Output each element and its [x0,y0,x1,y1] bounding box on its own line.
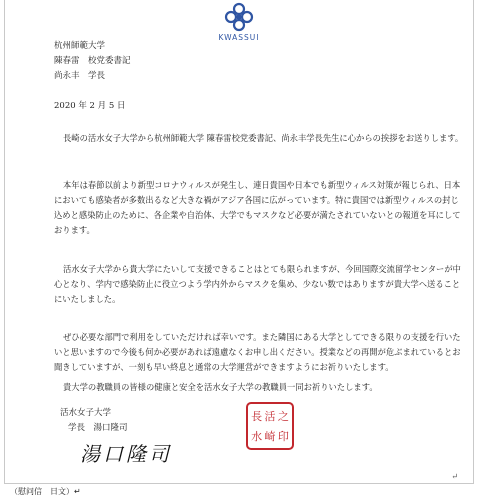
letter-date: 2020 年 2 月 5 日 [54,101,126,111]
seal-char: 印 [277,429,289,443]
university-logo [208,2,270,42]
paragraph-request: ぜひ必要な部門で利用をしていただければ幸いです。また隣国にある大学としてできる限りの支援を行いたいと思いますので今後も何か必要があれば遠慮なくお申し出ください。授業などの再開が危ぶまれているとお聞きしていますが、一刻も早い終息と通常の大学運営ができますようにお祈りいたします。 [54,332,461,372]
paragraph-situation: 本年は春節以前より新型コロナウィルスが発生し、連日貴国や日本でも新型ウィルス対策が報じられ、日本においても感染者が多数出るなど大きな禍がアジア各国に広がっています。特に貴国では新型ウィルスの封じ込めと感染防止のために、各企業や自治体、大学でもマスクなど必要が満たされていないとの報道を耳にしております。 [54,180,461,235]
sender-org: 活水女子大学 [60,408,112,418]
seal-char: 崎 [264,429,276,443]
paragraph-greeting: 長崎の活水女子大学から杭州師範大学 陳春雷校党委書記、尚永丰学長先生に心からの挨拶をお送りします。 [63,133,464,143]
paragraph-closing: 貴大学の教職員の皆様の健康と安全を活水女子大学の教職員一同お祈りいたします。 [63,382,378,392]
paragraph-support: 活水女子大学から貴大学にたいして支援できることはとても限られますが、今回国際交流留学センターが中心となり、学内で感染防止に役立つよう学内外からマスクを集め、少ない数ではありますが貴大学へ送ることにいたしました。 [54,264,461,304]
logo-text: KWASSUI [218,33,260,42]
recipient-president: 尚永丰 学長 [54,71,106,81]
sender-title: 学長 湯口隆司 [68,423,128,433]
sender-block [60,406,128,436]
recipient-university: 杭州師範大学 [54,41,106,51]
cross-logo-icon [224,2,254,32]
document-caption: （慰问信 日文）↵ [10,487,81,496]
seal-char: 之 [277,409,289,423]
seal-char: 活 [264,409,276,423]
official-seal [246,402,294,450]
seal-char: 水 [251,429,263,443]
handwritten-signature: 湯口隆司 [80,442,172,466]
return-mark: ↵ [451,472,458,481]
seal-char: 長 [251,409,263,423]
recipient-secretary: 陳春雷 校党委書記 [54,56,131,66]
recipient-address [54,39,131,84]
